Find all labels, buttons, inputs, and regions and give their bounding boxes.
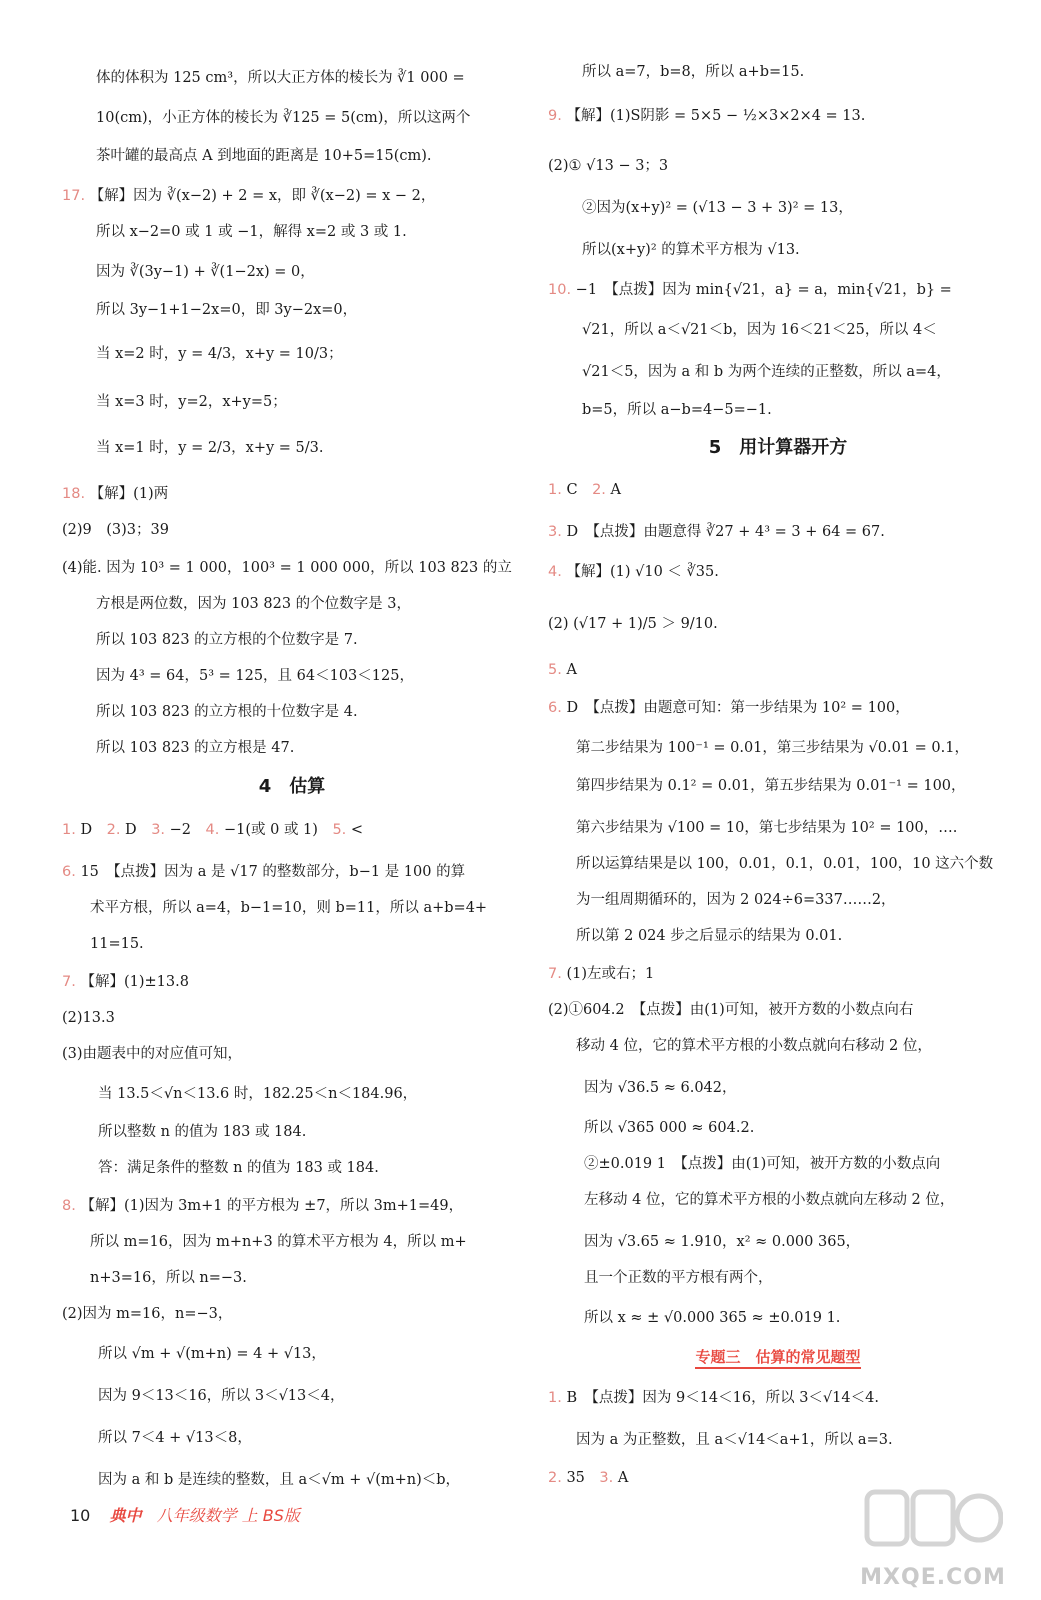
right-line [582,400,772,420]
question-number: 2. [106,822,121,838]
answer-text: 当 13.5＜√n＜13.6 时，182.25＜n＜184.96， [98,1086,418,1102]
answer-text: √21＜5，因为 a 和 b 为两个连续的正整数，所以 a=4， [582,364,951,380]
answer-text: 移动 4 位，它的算术平方根的小数点就向右移动 2 位， [576,1038,932,1054]
left-line [62,520,169,540]
answer-text: 所以 a=7，b=8，所以 a+b=15. [582,64,805,80]
answer-text: 所以 3y−1+1−2x=0，即 3y−2x=0， [96,302,358,318]
answer-text: n+3=16，所以 n=−3. [90,1270,247,1286]
answer-text: 当 x=2 时，y = 4/3，x+y = 10/3； [96,346,343,362]
left-line [96,630,358,650]
left-line [96,344,343,364]
answer-text: (2)① √13 − 3；3 [548,158,669,174]
left-line [90,898,487,918]
watermark [843,1480,1023,1590]
answer-text: A [605,482,621,498]
answer-text: 所以 7＜4 + √13＜8， [98,1430,252,1446]
right-line [584,1078,737,1098]
answer-text: (2) (√17 + 1)/5 ＞ 9/10. [548,616,718,632]
answer-text: 所以 √365 000 ≈ 604.2. [584,1120,755,1136]
answer-text: (2)因为 m=16，n=−3， [62,1306,233,1322]
answer-text: 方根是两位数，因为 103 823 的个位数字是 3， [96,596,412,612]
left-line [62,862,465,882]
answer-text: 第四步结果为 0.1² = 0.01，第五步结果为 0.01⁻¹ = 100， [576,778,966,794]
answer-text: 所以 103 823 的立方根的个位数字是 7. [96,632,358,648]
right-line [576,776,966,796]
right-line [582,362,951,382]
answer-text: ②因为(x+y)² = (√13 − 3 + 3)² = 13， [582,200,853,216]
right-line [576,926,842,946]
left-line [98,1470,460,1490]
right-line [584,1190,954,1210]
left-line [98,1428,252,1448]
left-line [62,558,512,578]
answer-text: (2)13.3 [62,1010,115,1026]
left-line [62,1196,463,1216]
answer-text: (3)由题表中的对应值可知， [62,1046,243,1062]
answer-text: 当 x=3 时，y=2，x+y=5； [96,394,287,410]
answer-text: 为一组周期循环的，因为 2 024÷6=337……2， [576,892,896,908]
answer-text: 所以 m=16，因为 m+n+3 的算术平方根为 4，所以 m+ [90,1234,467,1250]
answer-text: 左移动 4 位，它的算术平方根的小数点就向左移动 2 位， [584,1192,955,1208]
answer-text: (1)左或右；1 [561,966,655,982]
answer-text: 所以(x+y)² 的算术平方根为 √13. [582,242,800,258]
left-line [62,972,189,992]
left-line [96,108,470,128]
answer-text: 因为 ∛(3y−1) + ∛(1−2x) = 0， [96,264,315,280]
answer-text: ②±0.019 1 【点拨】由(1)可知，被开方数的小数点向 [584,1156,941,1172]
right-line [548,660,577,680]
answer-text: 所以 103 823 的立方根是 47. [96,740,295,756]
right-line [576,738,969,758]
answer-text: 当 x=1 时，y = 2/3，x+y = 5/3. [96,440,324,456]
answer-text: 【解】因为 ∛(x−2) + 2 = x，即 ∛(x−2) = x − 2， [85,188,436,204]
right-line [548,280,952,300]
answer-text: 【解】(1)S阴影 = 5×5 − ½×3×2×4 = 13. [561,108,866,124]
left-line [90,1268,247,1288]
right-line [548,964,654,984]
question-number: 3. [599,1470,614,1486]
right-line [548,156,668,176]
left-line [96,300,357,320]
left-line [96,666,414,686]
answer-text: A [561,662,577,678]
right-line [584,1232,860,1252]
left-line [62,186,435,206]
left-line [98,1122,306,1142]
right-line [582,198,853,218]
left-line [62,820,363,840]
answer-text: 35 [561,1470,600,1486]
right-line [584,1308,840,1328]
answer-text: 所以 103 823 的立方根的十位数字是 4. [96,704,358,720]
question-number: 6. [62,864,76,880]
right-line [584,1118,754,1138]
right-line [548,480,621,500]
answer-text: 体的体积为 125 cm³，所以大正方体的棱长为 ∛1 000 = [96,70,465,86]
answer-text: 因为 a 和 b 是连续的整数，且 a＜√m + √(m+n)＜b， [98,1472,461,1488]
answer-text: 因为 9＜13＜16，所以 3＜√13＜4， [98,1388,345,1404]
answer-text: 所以第 2 024 步之后显示的结果为 0.01. [576,928,843,944]
question-number: 7. [548,966,562,982]
question-number: 17. [62,188,86,204]
answer-text: A [613,1470,629,1486]
right-line [548,1000,913,1020]
answer-text: −2 [165,822,206,838]
left-line [98,1386,345,1406]
right-line [584,1154,940,1174]
question-number: 5. [332,822,347,838]
question-number: 5. [548,662,562,678]
answer-text: 【解】(1)两 [85,486,169,502]
question-number: 3. [548,524,562,540]
question-number: 4. [205,822,220,838]
left-line [98,1084,417,1104]
page-number: 10 [70,1506,91,1525]
answer-text: 【解】(1)±13.8 [75,974,189,990]
section-heading-calculator-roots: 5 用计算器开方 [708,437,848,458]
watermark-text: MXQE.COM [860,1565,1006,1590]
left-line [96,262,315,282]
answer-text: 茶叶罐的最高点 A 到地面的距离是 10+5=15(cm). [96,148,432,164]
right-line [548,614,718,634]
right-line [576,1430,893,1450]
answer-text: −1(或 0 或 1) [219,822,333,838]
answer-text: 第二步结果为 100⁻¹ = 0.01，第三步结果为 √0.01 = 0.1， [576,740,969,756]
left-line [62,1304,232,1324]
right-line [548,106,865,126]
left-line [96,146,432,166]
left-line [96,702,358,722]
left-line [96,68,465,88]
right-line [582,320,937,340]
answer-text: B 【点拨】因为 9＜14＜16，所以 3＜√14＜4. [561,1390,879,1406]
answer-text: (2)9 (3)3；39 [62,522,169,538]
topic-heading-estimation-types [548,1346,1008,1368]
question-number: 7. [62,974,76,990]
left-line [62,484,168,504]
answer-text: 因为 4³ = 64，5³ = 125，且 64＜103＜125， [96,668,414,684]
right-line [582,62,804,82]
left-line [90,934,144,954]
answer-text: √21，所以 a＜√21＜b，因为 16＜21＜25，所以 4＜ [582,322,937,338]
question-number: 3. [151,822,166,838]
left-line [98,1344,326,1364]
answer-text: 所以运算结果是以 100，0.01，0.1，0.01，100，10 这六个数 [576,856,994,872]
right-line [548,562,719,582]
answer-text: 第六步结果为 √100 = 10，第七步结果为 10² = 100，…. [576,820,958,836]
answer-text: (2)①604.2 【点拨】由(1)可知，被开方数的小数点向右 [548,1002,914,1018]
left-line [96,222,407,242]
answer-text: 因为 √3.65 ≈ 1.910，x² ≈ 0.000 365， [584,1234,861,1250]
left-line [98,1158,379,1178]
watermark-logo-icon [863,1484,1003,1554]
right-line [576,1036,932,1056]
answer-text: 答：满足条件的整数 n 的值为 183 或 184. [98,1160,379,1176]
brand-logo: 典中 [109,1506,142,1525]
section-heading-estimation: 4 估算 [258,776,326,797]
left-line [62,1044,242,1064]
right-line [584,1268,773,1288]
answer-text: 【解】(1) √10 ＜ ∛35. [561,564,719,580]
right-line [576,890,896,910]
left-line [90,1232,467,1252]
answer-text: 因为 √36.5 ≈ 6.042， [584,1080,737,1096]
answer-text: 15 【点拨】因为 a 是 √17 的整数部分，b−1 是 100 的算 [75,864,466,880]
answer-text: 所以整数 n 的值为 183 或 184. [98,1124,307,1140]
answer-text: 且一个正数的平方根有两个， [584,1270,773,1286]
question-number: 1. [548,1390,562,1406]
answer-text: 所以 x ≈ ± √0.000 365 ≈ ±0.019 1. [584,1310,841,1326]
question-number: 18. [62,486,86,502]
answer-text: (4)能. 因为 10³ = 1 000，100³ = 1 000 000，所以 103 823 的立 [62,560,512,576]
answer-text: 因为 a 为正整数，且 a＜√14＜a+1，所以 a=3. [576,1432,893,1448]
question-number: 6. [548,700,562,716]
question-number: 2. [592,482,606,498]
answer-text: 【解】(1)因为 3m+1 的平方根为 ±7，所以 3m+1=49， [75,1198,464,1214]
question-number: 1. [62,822,76,838]
right-line [548,698,910,718]
answer-text: D [75,822,107,838]
right-line [582,240,800,260]
answer-text: 术平方根，所以 a=4，b−1=10，则 b=11，所以 a+b=4+ [90,900,488,916]
answer-text: D 【点拨】由题意得 ∛27 + 4³ = 3 + 64 = 67. [561,524,885,540]
right-line [548,1388,879,1408]
left-line [96,594,411,614]
answer-text: < [346,822,364,838]
question-number: 9. [548,108,562,124]
answer-text: 11=15. [90,936,144,952]
question-number: 8. [62,1198,76,1214]
left-line [96,738,294,758]
left-line [62,1008,115,1028]
right-line [576,818,957,838]
answer-text: 10(cm)，小正方体的棱长为 ∛125 = 5(cm)，所以这两个 [96,110,471,126]
question-number: 2. [548,1470,562,1486]
answer-text: D 【点拨】由题意可知：第一步结果为 10² = 100， [561,700,910,716]
question-number: 10. [548,282,572,298]
question-number: 1. [548,482,562,498]
page-footer [70,1503,300,1526]
right-line [576,854,993,874]
question-number: 4. [548,564,562,580]
left-line [96,392,287,412]
topic-heading-text: 专题三 估算的常见题型 [695,1348,860,1369]
left-line [96,438,324,458]
answer-text: C [561,482,593,498]
right-line [548,522,885,542]
book-subtitle: 八年级数学 上 BS版 [156,1506,300,1525]
right-line [548,1468,628,1488]
answer-text: 所以 x−2=0 或 1 或 −1，解得 x=2 或 3 或 1. [96,224,407,240]
answer-text: 所以 √m + √(m+n) = 4 + √13， [98,1346,326,1362]
answer-text: D [120,822,152,838]
answer-text: −1 【点拨】因为 min{√21，a} = a，min{√21，b} = [571,282,952,298]
answer-text: b=5，所以 a−b=4−5=−1. [582,402,772,418]
